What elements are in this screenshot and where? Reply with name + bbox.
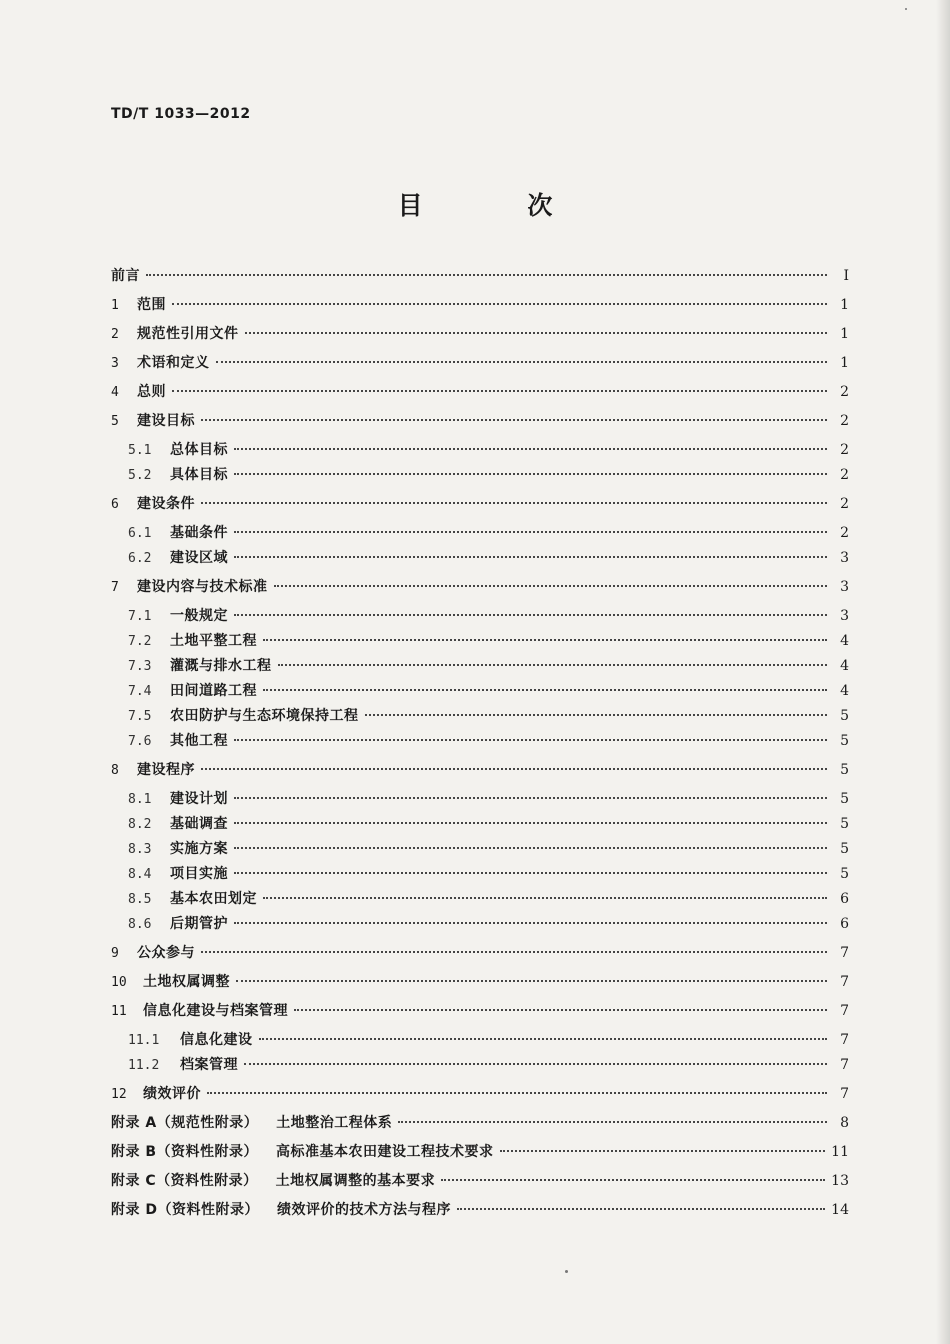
dot-leader [441,1178,825,1181]
toc-entry-page: 2 [840,496,849,512]
toc-entry-label: 具体目标 [170,467,228,483]
dot-leader [263,638,827,641]
toc-entry-page: 1 [840,355,849,371]
dot-leader [207,1091,827,1094]
dot-leader [245,331,828,334]
toc-entry-number: 9 [111,946,119,961]
toc-entry-page: 7 [840,974,849,990]
toc-entry-page: 5 [840,733,849,749]
toc-entry-number: 7 [111,580,119,595]
dot-leader [263,896,827,899]
dot-leader [201,767,827,770]
dot-leader [500,1149,826,1152]
toc-entry-label: 田间道路工程 [170,683,257,699]
dot-leader [216,360,828,363]
dot-leader [234,821,827,824]
dot-leader [201,418,827,421]
dot-leader [201,950,827,953]
toc-entry[interactable] [111,438,849,462]
toc-entry[interactable] [111,837,849,861]
toc-entry-number: 3 [111,356,119,371]
dot-leader [398,1120,827,1123]
toc-entry[interactable] [111,862,849,886]
toc-entry-number: 8.1 [128,792,152,807]
toc-entry[interactable] [111,264,849,288]
toc-entry[interactable] [111,679,849,703]
dot-leader [234,738,827,741]
appendix-title: 绩效评价的技术方法与程序 [277,1202,451,1218]
toc-entry-page: 4 [840,633,849,649]
toc-entry[interactable] [111,492,849,516]
toc-entry-number: 6 [111,497,119,512]
appendix-label: 附录 B（资料性附录） [111,1144,259,1160]
toc-entry[interactable] [111,704,849,728]
toc-entry-label: 项目实施 [170,866,228,882]
toc-entry-page: 5 [840,791,849,807]
toc-entry-page: 7 [840,1057,849,1073]
toc-entry-number: 7.3 [128,659,152,674]
toc-entry-label: 术语和定义 [137,355,210,371]
toc-entry-label: 总体目标 [170,442,228,458]
toc-entry-page: 2 [840,525,849,541]
toc-entry-label: 基本农田划定 [170,891,257,907]
toc-entry-number: 8 [111,763,119,778]
toc-entry-label: 土地权属调整 [143,974,230,990]
toc-entry[interactable] [111,887,849,911]
dot-leader [172,302,827,305]
toc-entry-page: 4 [840,683,849,699]
dot-leader [201,501,827,504]
toc-entry-number: 7.5 [128,709,152,724]
toc-entry[interactable] [111,351,849,375]
toc-entry-number: 7.4 [128,684,152,699]
toc-entry[interactable] [111,629,849,653]
toc-entry[interactable] [111,409,849,433]
toc-entry-page: 2 [840,442,849,458]
appendix-entry[interactable] [111,1198,849,1222]
toc-entry-page: 1 [840,326,849,342]
toc-entry[interactable] [111,380,849,404]
toc-entry[interactable] [111,941,849,965]
toc-entry-number: 11.1 [128,1033,160,1048]
toc-entry-number: 10 [111,975,127,990]
toc-entry-number: 8.2 [128,817,152,832]
toc-entry[interactable] [111,970,849,994]
toc-entry-number: 8.5 [128,892,152,907]
toc-entry[interactable] [111,546,849,570]
toc-entry-label: 建设区域 [170,550,228,566]
toc-entry-page: 4 [840,658,849,674]
toc-entry-page: 3 [840,579,849,595]
toc-entry-label: 公众参与 [137,945,195,961]
toc-entry-page: 6 [840,891,849,907]
dot-leader [172,389,827,392]
toc-entry-number: 11 [111,1004,127,1019]
toc-entry-page: 6 [840,916,849,932]
toc-entry[interactable] [111,654,849,678]
page-title: 目 次 [397,191,601,220]
toc-entry[interactable] [111,575,849,599]
toc-entry-number: 7.1 [128,609,152,624]
toc-entry-label: 建设目标 [137,413,195,429]
dot-leader [234,846,827,849]
document-code: TD/T 1033—2012 [111,106,251,122]
toc-entry[interactable] [111,812,849,836]
toc-entry-label: 规范性引用文件 [137,326,239,342]
toc-entry[interactable] [111,1082,849,1106]
toc-entry-page: 5 [840,866,849,882]
dot-leader [234,530,827,533]
toc-entry-number: 7.6 [128,734,152,749]
scan-speck [565,1270,568,1273]
toc-entry-label: 信息化建设与档案管理 [143,1003,288,1019]
toc-entry[interactable] [111,293,849,317]
toc-entry-number: 8.3 [128,842,152,857]
dot-leader [234,871,827,874]
dot-leader [274,584,828,587]
toc-entry-label: 其他工程 [170,733,228,749]
appendix-page: 13 [831,1173,849,1189]
toc-entry[interactable] [111,322,849,346]
toc-entry-label: 建设内容与技术标准 [137,579,268,595]
toc-entry-page: 3 [840,550,849,566]
toc-entry-label: 前言 [111,268,140,284]
toc-entry-label: 农田防护与生态环境保持工程 [170,708,359,724]
appendix-page: 14 [831,1202,849,1218]
toc-entry[interactable] [111,1053,849,1077]
toc-entry-label: 建设程序 [137,762,195,778]
toc-entry-number: 5 [111,414,119,429]
toc-entry-page: 7 [840,1086,849,1102]
toc-entry[interactable] [111,1028,849,1052]
toc-entry-page: 5 [840,708,849,724]
toc-entry-page: 2 [840,384,849,400]
toc-entry-number: 2 [111,327,119,342]
toc-entry[interactable] [111,729,849,753]
toc-entry-label: 建设计划 [170,791,228,807]
dot-leader [236,979,827,982]
toc-entry-label: 实施方案 [170,841,228,857]
toc-entry-label: 基础调查 [170,816,228,832]
toc-entry-number: 7.2 [128,634,152,649]
appendix-entry[interactable] [111,1140,849,1164]
toc-entry-number: 5.1 [128,443,152,458]
toc-entry[interactable] [111,912,849,936]
toc-entry-label: 后期管护 [170,916,228,932]
toc-entry-page: 3 [840,608,849,624]
toc-entry-label: 信息化建设 [180,1032,253,1048]
dot-leader [259,1037,828,1040]
appendix-label: 附录 C（资料性附录） [111,1173,258,1189]
appendix-title: 土地权属调整的基本要求 [275,1173,436,1189]
toc-entry[interactable] [111,463,849,487]
dot-leader [234,447,827,450]
appendix-title: 土地整治工程体系 [276,1115,393,1131]
appendix-title: 高标准基本农田建设工程技术要求 [276,1144,494,1160]
dot-leader [234,613,827,616]
toc-entry-label: 建设条件 [137,496,195,512]
toc-entry-number: 5.2 [128,468,152,483]
toc-entry-label: 基础条件 [170,525,228,541]
toc-entry[interactable] [111,604,849,628]
toc-entry-label: 土地平整工程 [170,633,257,649]
toc-entry-number: 8.6 [128,917,152,932]
toc-entry-page: 2 [840,413,849,429]
toc-entry-label: 灌溉与排水工程 [170,658,272,674]
toc-entry-number: 12 [111,1087,127,1102]
toc-entry[interactable] [111,758,849,782]
dot-leader [365,713,828,716]
dot-leader [457,1207,825,1210]
toc-entry[interactable] [111,999,849,1023]
appendix-entry[interactable] [111,1169,849,1193]
toc-entry-page: 5 [840,816,849,832]
toc-entry-page: 1 [840,297,849,313]
toc-entry-number: 1 [111,298,119,313]
dot-leader [234,472,827,475]
toc-entry-number: 6.2 [128,551,152,566]
dot-leader [244,1062,827,1065]
toc-entry-page: 7 [840,945,849,961]
dot-leader [278,663,828,666]
toc-entry-label: 一般规定 [170,608,228,624]
toc-entry-number: 11.2 [128,1058,160,1073]
toc-entry-label: 总则 [137,384,166,400]
toc-entry[interactable] [111,787,849,811]
appendix-label: 附录 D（资料性附录） [111,1202,259,1218]
toc-entry[interactable] [111,521,849,545]
dot-leader [234,555,827,558]
toc-entry-number: 4 [111,385,119,400]
dot-leader [234,921,827,924]
toc-entry-label: 范围 [137,297,166,313]
dot-leader [146,273,827,276]
scan-speck [905,8,907,10]
toc-entry-label: 绩效评价 [143,1086,201,1102]
toc-entry-page: 7 [840,1032,849,1048]
appendix-entry[interactable] [111,1111,849,1135]
dot-leader [234,796,827,799]
toc-entry-number: 6.1 [128,526,152,541]
toc-entry-page: 2 [840,467,849,483]
toc-entry-page: 7 [840,1003,849,1019]
toc-entry-page: I [843,268,849,284]
toc-entry-label: 档案管理 [180,1057,238,1073]
appendix-page: 11 [831,1144,849,1160]
toc-entry-page: 5 [840,841,849,857]
appendix-label: 附录 A（规范性附录） [111,1115,259,1131]
toc-entry-page: 5 [840,762,849,778]
dot-leader [263,688,827,691]
toc-entry-number: 8.4 [128,867,152,882]
dot-leader [294,1008,827,1011]
appendix-page: 8 [840,1115,849,1131]
